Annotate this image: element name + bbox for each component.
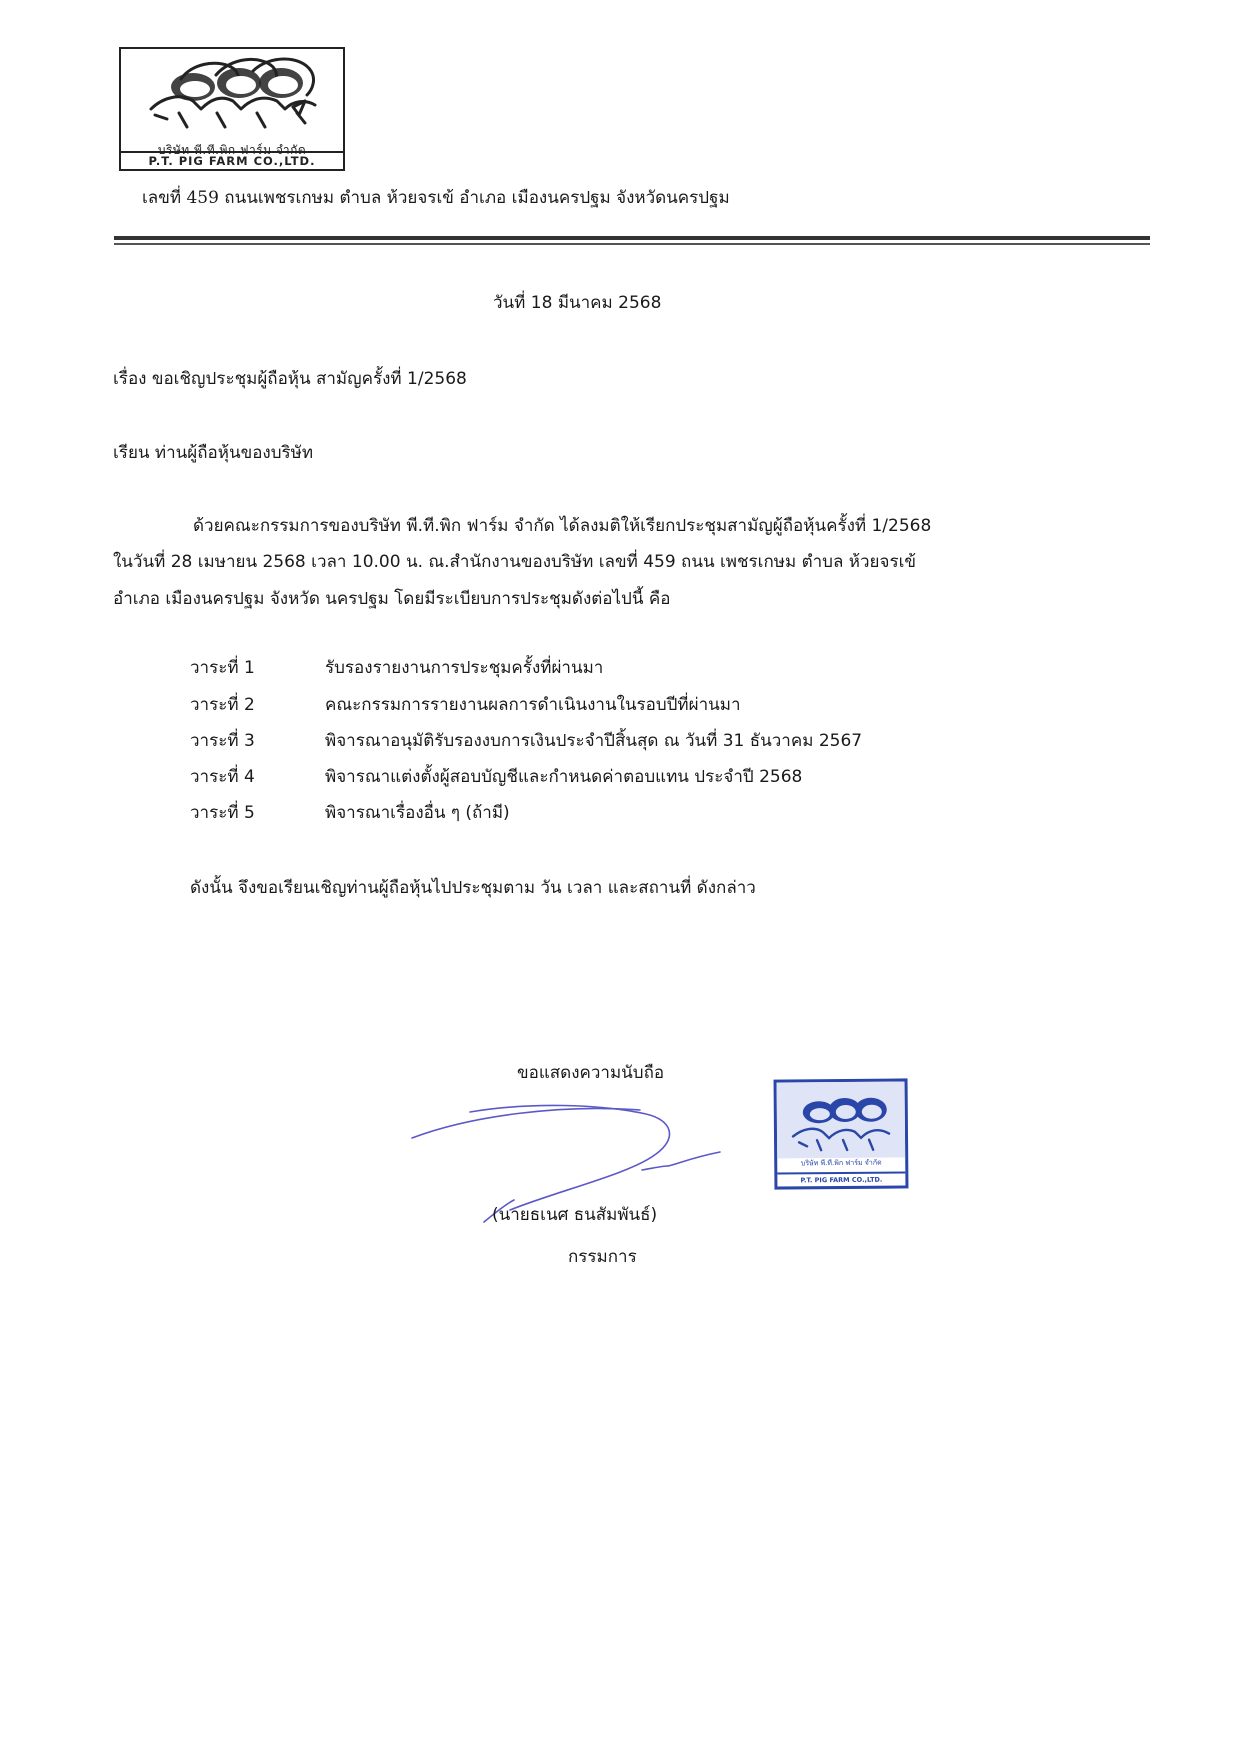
regards-line: ขอแสดงความนับถือ — [517, 1063, 665, 1083]
company-address: เลขที่ 459 ถนนเพชรเกษม ตำบล ห้วยจรเข้ อำเภอ เมืองนครปฐม จังหวัดนครปฐม — [142, 188, 730, 208]
company-logo — [119, 47, 345, 171]
agenda-number: วาระที่ 3 — [190, 731, 255, 751]
company-stamp — [774, 1078, 909, 1189]
logo-company-name-english: P.T. PIG FARM CO.,LTD. — [121, 151, 343, 169]
agenda-number: วาระที่ 1 — [190, 658, 255, 678]
letter-subject: เรื่อง ขอเชิญประชุมผู้ถือหุ้น สามัญครั้งที่ 1/2568 — [113, 369, 467, 389]
signer-name: (นายธเนศ ธนสัมพันธ์) — [492, 1205, 658, 1225]
agenda-title: พิจารณาอนุมัติรับรองงบการเงินประจำปีสิ้นสุด ณ วันที่ 31 ธันวาคม 2567 — [325, 731, 863, 751]
body-paragraph-line: ในวันที่ 28 เมษายน 2568 เวลา 10.00 น. ณ.สำนักงานของบริษัท เลขที่ 459 ถนน เพชรเกษม ตำบล ห้วยจรเข้ — [113, 552, 917, 572]
body-paragraph-line: ด้วยคณะกรรมการของบริษัท พี.ที.พิก ฟาร์ม จำกัด ได้ลงมติให้เรียกประชุมสามัญผู้ถือหุ้นครั้งที่ 1/2568 — [193, 516, 932, 536]
letter-salutation: เรียน ท่านผู้ถือหุ้นของบริษัท — [113, 443, 314, 463]
letter-date: วันที่ 18 มีนาคม 2568 — [493, 293, 662, 313]
agenda-number: วาระที่ 4 — [190, 767, 255, 787]
stamp-pig-logo-icon — [777, 1081, 906, 1158]
header-divider-thin — [114, 243, 1150, 245]
agenda-title: พิจารณาแต่งตั้งผู้สอบบัญชีและกำหนดค่าตอบแทน ประจำปี 2568 — [325, 767, 803, 787]
logo-company-name-thai: บริษัท พี.ที.พิก ฟาร์ม จำกัด — [157, 143, 307, 157]
agenda-number: วาระที่ 5 — [190, 803, 255, 823]
closing-paragraph: ดังนั้น จึงขอเรียนเชิญท่านผู้ถือหุ้นไปประชุมตาม วัน เวลา และสถานที่ ดังกล่าว — [190, 878, 756, 898]
signer-title: กรรมการ — [568, 1247, 637, 1267]
agenda-title: คณะกรรมการรายงานผลการดำเนินงานในรอบปีที่ผ่านมา — [325, 695, 741, 715]
agenda-title: พิจารณาเรื่องอื่น ๆ (ถ้ามี) — [325, 803, 510, 823]
body-paragraph-line: อำเภอ เมืองนครปฐม จังหวัด นครปฐม โดยมีระเบียบการประชุมดังต่อไปนี้ คือ — [113, 589, 671, 609]
stamp-company-name-thai: บริษัท พี.ที.พิก ฟาร์ม จำกัด — [800, 1158, 882, 1168]
stamp-company-name-english: P.T. PIG FARM CO.,LTD. — [777, 1171, 905, 1186]
pig-logo-icon — [121, 49, 343, 141]
agenda-title: รับรองรายงานการประชุมครั้งที่ผ่านมา — [325, 658, 604, 678]
agenda-number: วาระที่ 2 — [190, 695, 255, 715]
header-divider-thick — [114, 236, 1150, 240]
